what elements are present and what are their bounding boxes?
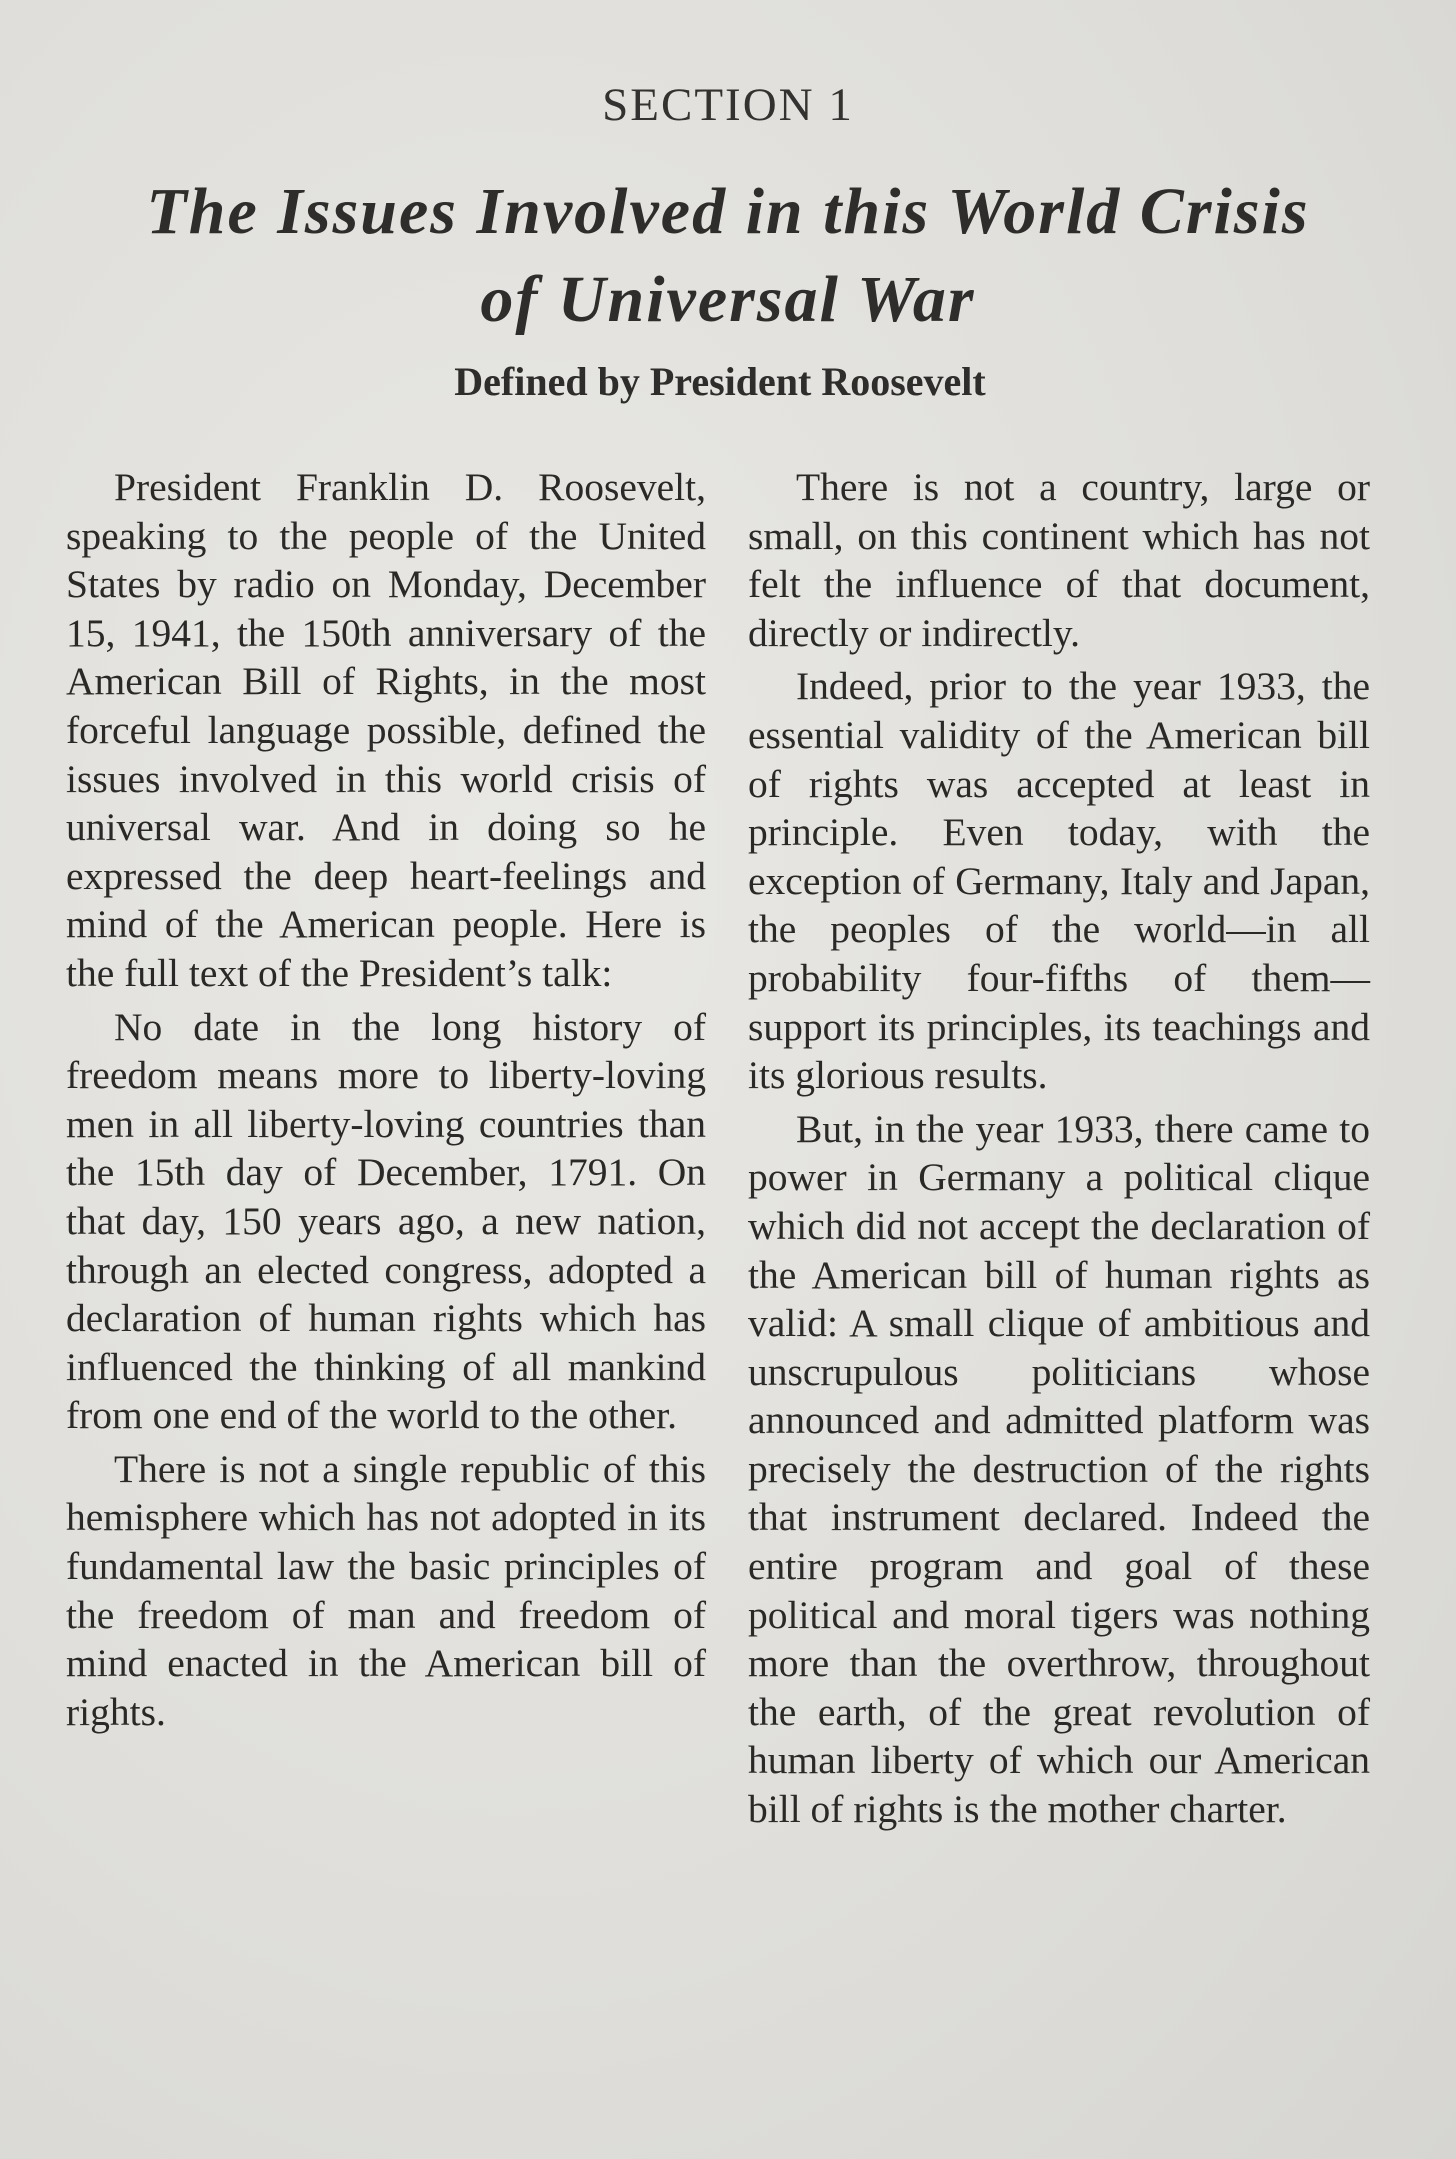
subtitle: Defined by President Roosevelt [454,359,986,404]
paragraph-republic: There is not a single republic of this hemisphere which has not adopted in its fundamental law the basic principles of the freedom of man and freedom of mind enacted in the American bill of rights. [66,1446,706,1734]
left-column [66,463,706,1741]
page-title [60,168,1396,344]
paragraph-prior-1933: Indeed, prior to the year 1933, the essential validity of the American bill of rights was accepted at least in principle. Even today, with the exception of Germany, Italy and Japan, the peoples of the world—in all probability four-fifths of them—support its principles, its teachings and its glorious results. [748,664,1370,1098]
paragraph-country: There is not a country, large or small, on this continent which has not felt the influence of that document, directly or indirectly. [748,465,1370,655]
title-line-2: of Universal War [480,263,976,336]
paragraph-intro: President Franklin D. Roosevelt, speaking to the people of the United States by radio on Monday, December 15, 1941, the 150th anniversary of the American Bill of Rights, in the most forceful language possible, defined the issues involved in this world crisis of universal war. And in doing so he expressed the deep heart-feelings and mind of the American people. Here is the full text of the President’s talk: [66,465,706,995]
title-line-1: The Issues Involved in this World Crisis [146,175,1310,248]
paragraph-no-date: No date in the long history of freedom means more to liberty-loving men in all liberty-loving countries than the 15th day of December, 1791. On that day, 150 years ago, a new nation, through an elected congress, adopted a declaration of human rights which has influenced the thinking of all mankind from one end of the world to the other. [66,1004,706,1438]
paragraph-germany-1933: But, in the year 1933, there came to power in Germany a political clique which did not accept the declaration of the American bill of human rights as valid: A small clique of ambitious and unscrupulous politicians whose announced and admitted platform was precisely the destruction of the rights that instrument declared. Indeed the entire program and goal of these political and moral tigers was nothing more than the overthrow, throughout the earth, of the great revolution of human liberty of which our American bill of rights is the mother charter. [748,1106,1370,1832]
right-column [748,463,1370,1839]
section-label: SECTION 1 [602,79,854,131]
